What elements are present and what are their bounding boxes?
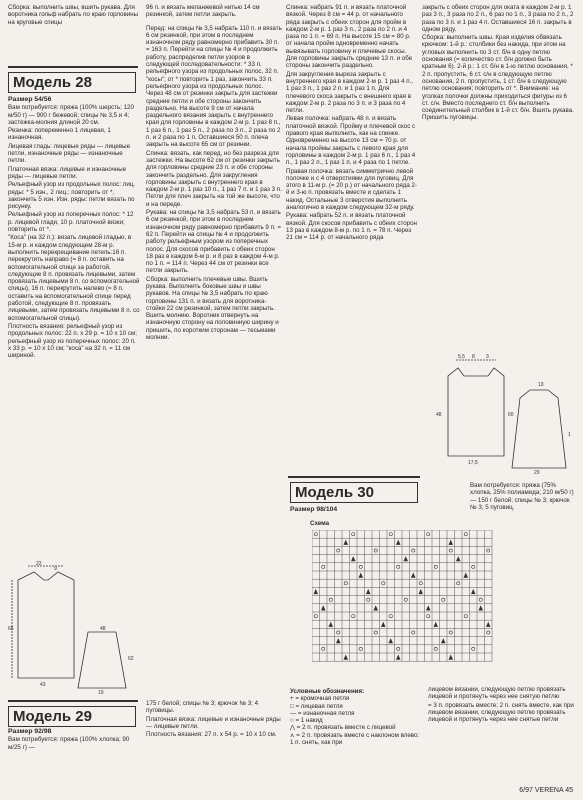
pattern-num: 5,5 [458, 354, 465, 360]
decrease-symbol [464, 573, 469, 578]
column-4 [422, 4, 574, 344]
legend-item: ○ = 1 накид [290, 717, 323, 725]
decrease-symbol [479, 605, 484, 610]
yarn-over-symbol [434, 647, 437, 650]
m29-materials-cont: 175 г белой; спицы № 3; крючок № 3; 4 пуговицы. [146, 700, 259, 715]
decrease-symbol [374, 605, 379, 610]
yarn-over-symbol [382, 582, 385, 585]
yarn-over-symbol [352, 615, 355, 618]
col2-top: 96 п. и вязать меланжевой нитью 14 см резинкой, затем петли закрыть. [146, 4, 260, 19]
m28-assembly: Сборка: выполнить плечевые швы. Вшить рукава. Выполнить боковые швы и швы рукавов. На спицы № 3,5 набрать по краю горловины 131 п. и вязать для воротника-стойки 22 см резинкой, затем петли закрыть. Вшить молнию. Воротник отвернуть на изнаночную сторону на половинную ширину и пришить, по коротким сторонам — тесьмами молнии. [146, 275, 279, 342]
legend-item: ⋏ = 2 п. провязать вместе с наклоном влево: 1 п. снять, как при [290, 731, 420, 747]
m28-garter: Платочная вязка: лицевые и изнаночные ряды — лицевые петли. [8, 165, 127, 180]
sleeve-pattern-outline [78, 632, 126, 688]
yarn-over-symbol [404, 598, 407, 601]
decrease-symbol [486, 622, 491, 627]
decrease-symbol [434, 622, 439, 627]
pattern-num: 22 [36, 561, 42, 567]
m28-transverse: Рельефный узор из поперечных полос: * 12 р. лицевой глади, 10 р. платочной вязки; повторить от *. [8, 211, 134, 234]
yarn-over-symbol [487, 549, 490, 552]
page-footer: 6/97 VERENA 45 [519, 787, 573, 794]
m28-back: Спинка: вязать, как перед, но без разреза для застежки. На высоте 62 см от резинки закрыть для горловины средние 23 п. и обе стороны закончить раздельно. Для закругления горловины закрыть с внутреннего края в каждом 2-м р. 1 раз 10 п., 1 раз 7 п. и 1 раз 3 п. Петли для плеч закрыть на той же высоте, что и на переде. [146, 149, 282, 208]
yarn-over-symbol [314, 615, 317, 618]
section-divider [288, 476, 420, 478]
legend-continued [428, 686, 578, 724]
yarn-over-symbol [359, 647, 362, 650]
model-30-title: Модель 30 [295, 484, 374, 501]
m29-materials: Вам потребуется: пряжа (100% хлопка; 90 м/25 г) — [8, 736, 130, 751]
yarn-over-symbol [487, 631, 490, 634]
pattern-num: 43 [40, 682, 46, 688]
yarn-over-symbol [397, 565, 400, 568]
section-divider [8, 66, 138, 68]
yarn-over-symbol [352, 533, 355, 536]
yarn-over-symbol [412, 631, 415, 634]
decrease-symbol [351, 556, 356, 561]
m28-sleeves: Рукава: на спицы № 3,5 набрать 53 п. и вязать 6 см резинкой, при этом в последнем изнаночном ряду равномерно прибавить 9 п. = 62 п. Перейти на спицы № 4 и продолжить работу рельефным узором из поперечных полос. Для скосов прибавить с обеих сторон 18 раз в каждом 6-м р. и 8 раз в каждом 4-м р. по 1 п. = 114 п. Через 44 см от резинки все петли закрыть. [146, 209, 281, 275]
decrease-symbol [344, 540, 349, 545]
decrease-symbol [471, 589, 476, 594]
legend-item: ⋀ = 2 п. провязать вместе с лицевой [290, 724, 396, 732]
model-28-header [8, 72, 136, 93]
m29-gauge: Плотность вязания: 27 п. x 54 р. = 10 x 10 см. [146, 731, 277, 739]
pattern-num: 48 [100, 626, 106, 632]
legend-item: — = изнаночная петля [290, 709, 355, 717]
m29-left-front: Левая полочка: набрать 48 п. и вязать платочной вязкой. Пройму и плечевой скос с правого края выполнить, как на спинке. Одновременно на высоте 13 см = 70 р. от начала проймы закрыть с левого края для горловины в каждом 2-м р. 1 раз 6 п., 1 раз 4 п., 1 раз 2 п., 1 раз 1 п. и 4 раза по 1 петле. [286, 115, 416, 167]
yarn-over-symbol [472, 565, 475, 568]
m28-front: Перед: на спицы № 3,5 набрать 110 п. и вязать 6 см резинкой, при этом в последнем изнаночном ряду равномерно прибавить 30 п. = 163 п. Перейти на спицы № 4 и продолжить работу, распределив петли узоров в следующей последовательности: * 33 п. рельефного узора из продольных полос, 32 п. "косы"; от * повторить 1 раз, закончить 33 п. рельефного узора из продольных полос. Через 48 см от резинки закрыть для застежки средние петли и обе стороны закончить раздельно. На высоте 9 см от начала раздельного вязания закрыть с внутреннего края для горловины в каждом 2-м р. 1 раз 8 п., 1 раз 6 п., 1 раз 5 п., 2 раза по 3 п., 2 раза по 2 п. и 2 раза по 1 п. Оставшиеся 50 п. плеча закрыть на высоте 65 см от резинки. [146, 24, 282, 149]
yarn-over-symbol [419, 582, 422, 585]
decrease-symbol [396, 540, 401, 545]
legend-title: Условные обозначения: [290, 688, 365, 695]
yarn-over-symbol [442, 598, 445, 601]
yarn-over-symbol [389, 533, 392, 536]
decrease-symbol [389, 638, 394, 643]
m29-assembly: Сборка: выполнить швы. Края изделия обвязать крючком: 1-й р.: столбики без накида, при этом на угловых выполнить по 3 ст. б/н в одну петлю основания (= количество ст. б/н должно быть кратным 6). 2-й р.: 1 ст. б/н в 1-ю петлю основания, * 2 п. пропустить, 6 ст. с/н в следующую петлю основания, 2 п. пропустить, 1 ст. б/н в следующую петлю основания; повторить от *. Внимание: на уголках полочки должны приходиться фигуры из 6 ст. с/н. Вместо последнего ст. б/н выполнить соединительный столбик в 1-й ст. б/н. Вшить рукава. Пришить пуговицы. [422, 34, 574, 122]
m28-gauge: Плотность вязания: рельефный узор из продольных полос: 22 п. x 29 р. = 10 x 10 см; рельефный узор из поперечных полос: 20 п. x 33 р. = 10 x 10 см; "коса" на 32 п. = 11 см шириной. [8, 322, 137, 360]
knitting-chart [312, 530, 532, 668]
yarn-over-symbol [397, 647, 400, 650]
yarn-over-symbol [412, 549, 415, 552]
yarn-over-symbol [479, 598, 482, 601]
m29-back-neck: Для закругления выреза закрыть с внутреннего края в каждом 2-м р. 1 раз 4 п., 1 раз 3 п., 1 раз 2 п. и 1 раз 1 п. Для плечевого скоса закрыть с внешнего края в каждом 2-м р. 2 раза по 3 п. и 3 раза по 4 петли. [286, 70, 414, 115]
intro-text: Сборка: выполнить швы, вшить рукава. Для воротника гольф набрать по краю горловины на круговые спицы [8, 4, 139, 26]
yarn-over-symbol [337, 631, 340, 634]
m29-sleeves: Рукава: набрать 52 п. и вязать платочной вязкой. Для скосов прибавить с обеих сторон 13 раз в каждом 8-м р. по 1 п. = 78 п. Через 21 см = 114 р. от начального ряда [286, 212, 417, 242]
pattern-num: 8 [472, 354, 475, 360]
model-28-pattern-diagram [8, 560, 140, 694]
yarn-over-symbol [464, 615, 467, 618]
model-28-size: Размер 54/56 [8, 96, 52, 103]
model-30-size: Размер 98/104 [290, 506, 338, 513]
m29-sleeve-cap: закрыть с обеих сторон для оката в каждом 2-м р. 1 раз 3 п., 3 раза по 2 п., 6 раз по 1 п., 3 раза по 2 п., 2 раза по 3 п. и 1 раз 4 п. Оставшиеся 16 п. закрыть в одном ряду. [422, 4, 574, 33]
legend-cont-1: лицевом вязании, следующую петлю провязать лицевой и протянуть через нее снятую петлю [428, 686, 566, 701]
yarn-over-symbol [337, 549, 340, 552]
yarn-over-symbol [427, 615, 430, 618]
m28-stockinette: Лицевая гладь: лицевые ряды — лицевые петли, изнаночные ряды — изнаночные петли. [8, 142, 131, 165]
decrease-symbol [329, 622, 334, 627]
yarn-over-symbol [464, 533, 467, 536]
pattern-num: 48 [436, 412, 442, 418]
decrease-symbol [441, 638, 446, 643]
m28-longitudinal: Рельефный узор из продольных полос: лиц. ряды: * 5 изн., 2 лиц.; повторить от *, закончить 5 изн. Изн. ряды: петли вязать по рисунку. [8, 181, 136, 211]
yarn-over-symbol [329, 598, 332, 601]
yarn-over-symbol [322, 565, 325, 568]
decrease-symbol [404, 556, 409, 561]
yarn-over-symbol [314, 533, 317, 536]
decrease-symbol [336, 638, 341, 643]
legend [290, 688, 422, 746]
m28-rib: Резинка: попеременно 1 лицевая, 1 изнаночная. [8, 127, 111, 142]
decrease-symbol [344, 655, 349, 660]
yarn-over-symbol [427, 533, 430, 536]
yarn-over-symbol [449, 631, 452, 634]
pattern-num: 17,5 [468, 460, 478, 466]
yarn-over-symbol [457, 582, 460, 585]
section-divider [8, 700, 138, 702]
yarn-over-symbol [434, 565, 437, 568]
yarn-over-symbol [449, 549, 452, 552]
pattern-num: 1 [568, 432, 571, 438]
model-28-title: Модель 28 [13, 74, 92, 91]
yarn-over-symbol [359, 565, 362, 568]
legend-item: + = кромочная петля [290, 695, 350, 703]
decrease-symbol [321, 605, 326, 610]
m29-back: Спинка: набрать 91 п. и вязать платочной вязкой. Через 8 см = 44 р. от начального ряда закрыть с обеих сторон для пройм в каждом 2-м р. 1 раз 3 п., 2 раза по 2 п. и 4 раза по 1 п. = 69 п. На высоте 15 см = 80 р. от начала пройм одновременно начать вывязывать горловину и плечевые скосы. Для горловины закрыть средние 13 п. и обе стороны закончить раздельно. [286, 4, 413, 70]
pattern-num: 62 [128, 656, 134, 662]
decrease-symbol [456, 556, 461, 561]
m28-materials: Вам потребуется: пряжа (100% шерсть; 120 м/50 г) — 900 г бежевой; спицы № 3,5 и 4; застежка-молния длиной 20 см. [8, 104, 134, 126]
model-29-header [8, 706, 136, 727]
yarn-over-symbol [322, 647, 325, 650]
model-30-materials [470, 482, 576, 512]
column-2 [146, 4, 282, 342]
decrease-symbol [314, 589, 319, 594]
pattern-num: 60 [508, 412, 514, 418]
m29-garter: Платочная вязка: лицевые и изнаночные ряды — лицевые петли. [146, 715, 281, 730]
yarn-over-symbol [374, 631, 377, 634]
yarn-over-symbol [344, 582, 347, 585]
model-29-col2 [146, 700, 282, 739]
decrease-symbol [426, 605, 431, 610]
body-pattern-outline [448, 368, 504, 456]
legend-item: □ = лицевая петля [290, 702, 343, 710]
schema-label: Схема [310, 520, 330, 527]
legend-cont-2: = 3 п. провязать вместе; 2 п. снять вместе, как при лицевом вязании, следующую петлю провязать лицевой и протянуть через нее снятые петли [428, 701, 574, 724]
decrease-symbol [381, 622, 386, 627]
yarn-over-symbol [374, 549, 377, 552]
m29-right-front: Правая полочка: вязать симметрично левой полочке и с 4 отверстиями для пуговиц. Для этого в 11-м р. (= 20 р.) от начального ряда 2-й и 3-ю п. провязать вместе и сделать 1 накид. Остальные 3 отверстия выполнить аналогично в каждом следующем 32-м ряду. [286, 167, 417, 212]
model-30-header [290, 482, 418, 503]
yarn-over-symbol [389, 615, 392, 618]
column-3 [286, 4, 418, 472]
pattern-num: 3 [486, 354, 489, 360]
column-1 [8, 4, 140, 27]
yarn-over-symbol [472, 647, 475, 650]
front-pattern-outline [18, 572, 74, 678]
sleeve-pattern-outline [512, 390, 566, 468]
pattern-num: 19 [98, 690, 104, 694]
model-29-body [8, 728, 140, 752]
decrease-symbol [449, 655, 454, 660]
pattern-num: 29 [534, 470, 540, 476]
model-29-pattern-diagram [428, 346, 576, 476]
pattern-num: 9 [54, 566, 57, 572]
decrease-symbol [366, 589, 371, 594]
pattern-num: 65 [8, 626, 14, 632]
decrease-symbol [396, 655, 401, 660]
pattern-num: 13 [538, 382, 544, 388]
m28-cable: "Коса" (на 32 п.): вязать лицевой гладью, в 15-м р. и каждом следующем 28-м р. выполнить перекрещивание петель:16 п. перекрутить направо (= 8 п. оставить на вспомогательной спице за работой, следующие 8 п. провязать лицевыми, затем провязать лицевыми 8 п. со вспомогательной спицы), 16 п. перекрутить налево (= 8 п. оставить на вспомогательной спице перед работой, следующие 8 п. провязать лицевыми, затем провязать лицевыми 8 п. со вспомогательной спицы). [8, 234, 140, 322]
decrease-symbol [359, 573, 364, 578]
m30-materials: Вам потребуется: пряжа (75% хлопка, 25% полиамида; 210 м/50 г) — 150 г белой; спицы № 3; крючок № 3; 5 пуговиц. [470, 482, 574, 511]
model-29-size: Размер 92/98 [8, 728, 52, 735]
decrease-symbol [449, 540, 454, 545]
decrease-symbol [411, 573, 416, 578]
model-29-title: Модель 29 [13, 708, 92, 725]
decrease-symbol [419, 589, 424, 594]
yarn-over-symbol [367, 598, 370, 601]
model-28-body [8, 96, 140, 360]
